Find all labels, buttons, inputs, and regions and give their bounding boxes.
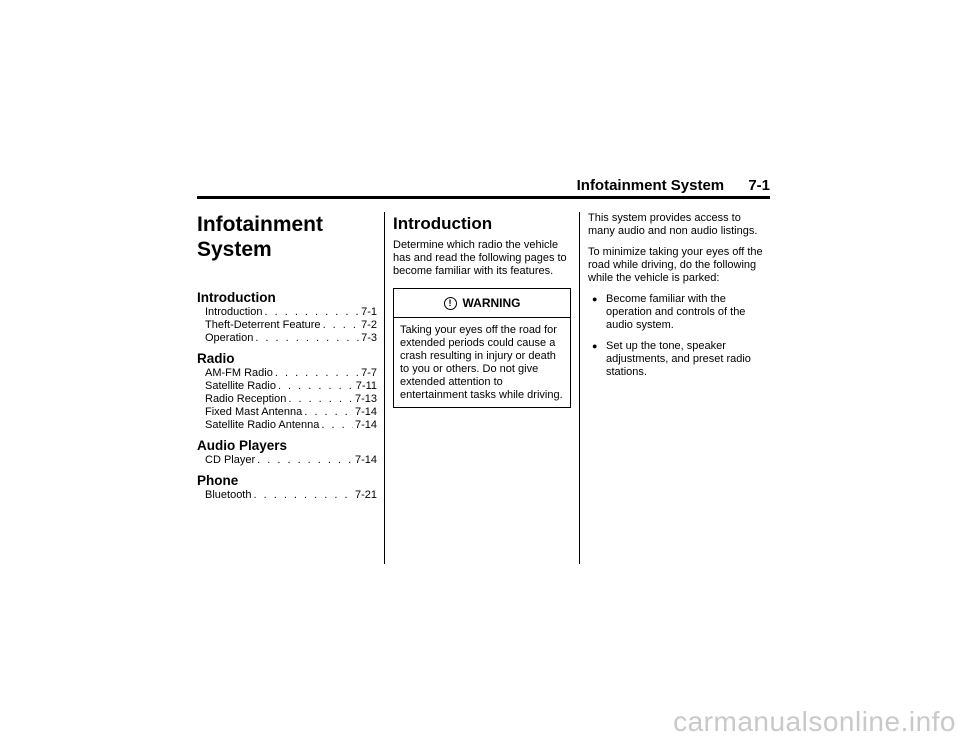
toc-entry-title: Fixed Mast Antenna bbox=[205, 406, 303, 418]
toc-entry-title: Satellite Radio Antenna bbox=[205, 419, 320, 431]
toc-entry[interactable] bbox=[197, 367, 377, 380]
warning-text: Taking your eyes off the road for extended periods could cause a crash resulting in injury or death to you or others. Do not give extended attention to entertainment tasks while driving. bbox=[400, 324, 563, 401]
section-title: Introduction bbox=[393, 214, 493, 233]
warning-label: WARNING bbox=[462, 296, 521, 310]
chapter-title-line2: System bbox=[197, 238, 272, 261]
header-section-title: Infotainment System bbox=[576, 177, 725, 194]
toc-leader-dots bbox=[255, 332, 359, 345]
toc-entry-title: CD Player bbox=[205, 454, 256, 466]
toc-entry[interactable] bbox=[197, 393, 377, 406]
exclamation-circle-icon: ! bbox=[444, 297, 457, 310]
toc-entry[interactable] bbox=[197, 319, 377, 332]
toc-heading[interactable]: Phone bbox=[197, 473, 239, 488]
system-paragraph: This system provides access to many audio and non audio listings. bbox=[588, 212, 758, 237]
toc-entry[interactable] bbox=[197, 406, 377, 419]
toc-leader-dots bbox=[257, 454, 353, 467]
toc-heading[interactable]: Audio Players bbox=[197, 438, 288, 453]
toc-leader-dots bbox=[323, 319, 360, 332]
header-page-number: 7-1 bbox=[748, 177, 770, 194]
minimize-paragraph: To minimize taking your eyes off the road while driving, do the following while the vehicle is parked: bbox=[588, 246, 763, 284]
chapter-title bbox=[197, 212, 377, 262]
list-item bbox=[588, 340, 770, 379]
toc-entry-page: 7-3 bbox=[361, 332, 377, 344]
right-column bbox=[588, 212, 770, 387]
toc-entry-title: Satellite Radio bbox=[205, 380, 276, 392]
toc-entry-page: 7-11 bbox=[355, 380, 377, 392]
toc-entry-title: AM-FM Radio bbox=[205, 367, 273, 379]
chapter-title-line1: Infotainment bbox=[197, 213, 323, 236]
toc-entry-page: 7-14 bbox=[354, 406, 377, 418]
toc-entry[interactable] bbox=[197, 306, 377, 319]
toc-entry-page: 7-2 bbox=[361, 319, 377, 331]
toc-entry[interactable] bbox=[197, 332, 377, 345]
toc-entry[interactable] bbox=[197, 489, 377, 502]
toc-entry-page: 7-7 bbox=[361, 367, 377, 379]
list-item bbox=[588, 293, 770, 332]
toc-leader-dots bbox=[278, 380, 354, 393]
page-header bbox=[197, 176, 770, 199]
toc-heading[interactable]: Radio bbox=[197, 351, 235, 366]
toc-entry-page: 7-14 bbox=[354, 419, 377, 431]
bullet-list bbox=[588, 293, 770, 379]
intro-paragraph: Determine which radio the vehicle has and read the following pages to become familiar with its features. bbox=[393, 239, 567, 277]
introduction-column bbox=[393, 214, 571, 408]
toc-entry[interactable] bbox=[197, 380, 377, 393]
column-divider bbox=[579, 212, 580, 564]
toc-entry-page: 7-21 bbox=[354, 489, 377, 501]
bullet-icon: ● bbox=[592, 294, 598, 304]
bullet-text: Set up the tone, speaker adjustments, and preset radio stations. bbox=[606, 340, 751, 378]
toc-column bbox=[197, 212, 377, 508]
toc-entry[interactable] bbox=[197, 419, 377, 432]
toc-section-introduction bbox=[197, 290, 377, 345]
warning-box bbox=[393, 288, 571, 408]
toc-heading[interactable]: Introduction bbox=[197, 290, 276, 305]
toc-entry-title: Theft-Deterrent Feature bbox=[205, 319, 321, 331]
toc-entry-title: Radio Reception bbox=[205, 393, 287, 405]
toc-entry[interactable] bbox=[197, 454, 377, 467]
column-divider bbox=[384, 212, 385, 564]
toc-entry-page: 7-13 bbox=[354, 393, 377, 405]
bullet-text: Become familiar with the operation and controls of the audio system. bbox=[606, 293, 746, 331]
toc-entry-page: 7-1 bbox=[361, 306, 377, 318]
toc-section-phone bbox=[197, 473, 377, 502]
toc-entry-title: Operation bbox=[205, 332, 254, 344]
toc-section-radio bbox=[197, 351, 377, 432]
toc-leader-dots bbox=[253, 489, 352, 502]
toc-section-audio-players bbox=[197, 438, 377, 467]
toc-entry-page: 7-14 bbox=[354, 454, 377, 466]
toc-entry-title: Introduction bbox=[205, 306, 263, 318]
toc-leader-dots bbox=[304, 406, 353, 419]
toc-leader-dots bbox=[288, 393, 353, 406]
toc-leader-dots bbox=[264, 306, 359, 319]
toc-entry-title: Bluetooth bbox=[205, 489, 252, 501]
toc-leader-dots bbox=[321, 419, 353, 432]
watermark: carmanualsonline.info bbox=[673, 706, 956, 737]
toc-leader-dots bbox=[275, 367, 359, 380]
warning-header bbox=[394, 289, 570, 318]
bullet-icon: ● bbox=[592, 341, 598, 351]
